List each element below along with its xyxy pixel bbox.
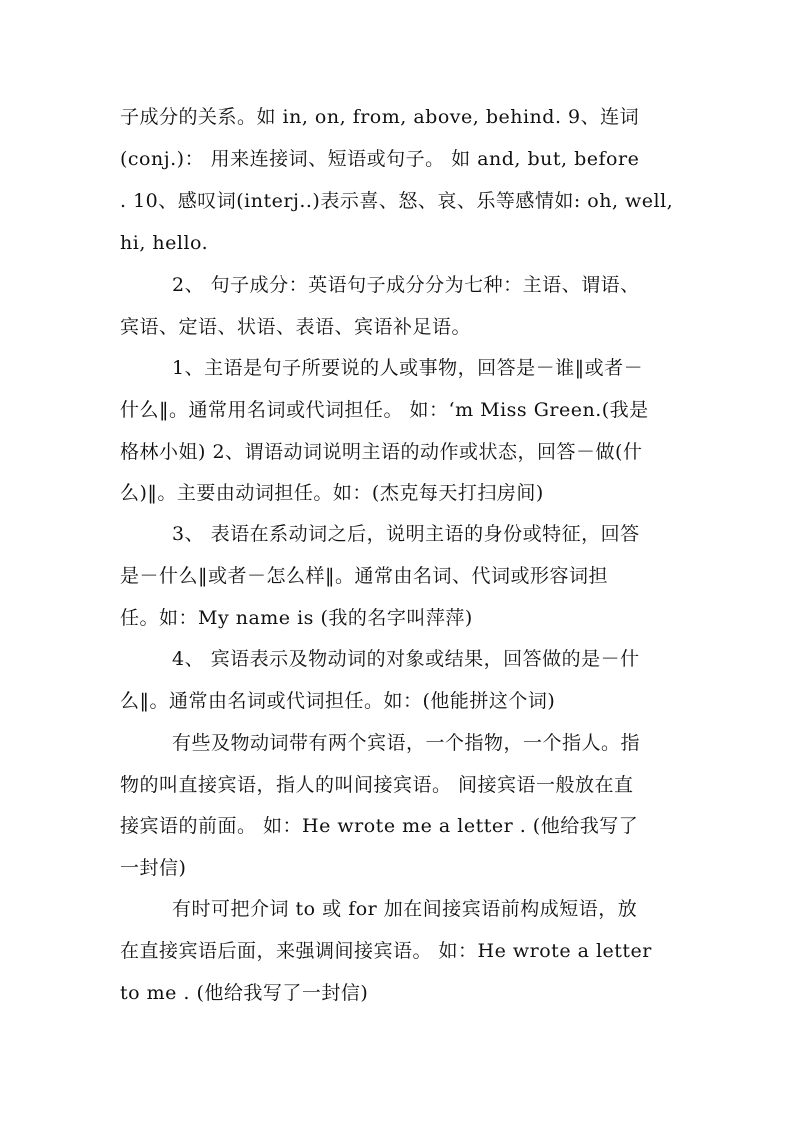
paragraph-first-line: 1、主语是句子所要说的人或事物，回答是－谁‖或者－ (172, 357, 644, 379)
text-line: 么‖。通常由名词或代词担任。如：(他能拼这个词) (120, 690, 556, 712)
text-line: 物的叫直接宾语，指人的叫间接宾语。 间接宾语一般放在直 (120, 774, 634, 796)
text-line: hi, hello. (120, 232, 209, 254)
paragraph-first-line: 3、 表语在系动词之后，说明主语的身份或特征，回答 (172, 523, 640, 545)
text-line: (conj.)： 用来连接词、短语或句子。 如 and, but, before (120, 148, 640, 170)
text-line: to me . (他给我写了一封信) (120, 982, 369, 1004)
text-line: 子成分的关系。如 in, on, from, above, behind. 9、连词 (120, 106, 640, 128)
text-line: 是－什么‖或者－怎么样‖。通常由名词、代词或形容词担 (120, 565, 609, 587)
text-line: 什么‖。通常用名词或代词担任。 如：‘m Miss Green.(我是 (120, 399, 649, 421)
paragraph-first-line: 2、 句子成分：英语句子成分分为七种：主语、谓语、 (172, 274, 640, 296)
text-line: 宾语、定语、状语、表语、宾语补足语。 (120, 316, 472, 338)
paragraph-first-line: 有些及物动词带有两个宾语，一个指物，一个指人。指 (172, 732, 641, 754)
text-line: 么)‖。主要由动词担任。如：(杰克每天打扫房间) (120, 482, 544, 504)
text-line: 接宾语的前面。 如：He wrote me a letter . (他给我写了 (120, 815, 639, 837)
text-line: 一封信) (120, 857, 187, 879)
paragraph-first-line: 有时可把介词 to 或 for 加在间接宾语前构成短语，放 (172, 898, 638, 920)
paragraph-first-line: 4、 宾语表示及物动词的对象或结果，回答做的是－什 (172, 648, 640, 670)
text-line: 在直接宾语后面，来强调间接宾语。 如：He wrote a letter (120, 940, 652, 962)
text-line: 格林小姐) 2、谓语动词说明主语的动作或状态，回答－做(什 (120, 441, 643, 463)
text-line: 任。如：My name is (我的名字叫萍萍) (120, 607, 473, 629)
text-line: . 10、感叹词(interj..)表示喜、怒、哀、乐等感情如: oh, well, (120, 190, 674, 212)
